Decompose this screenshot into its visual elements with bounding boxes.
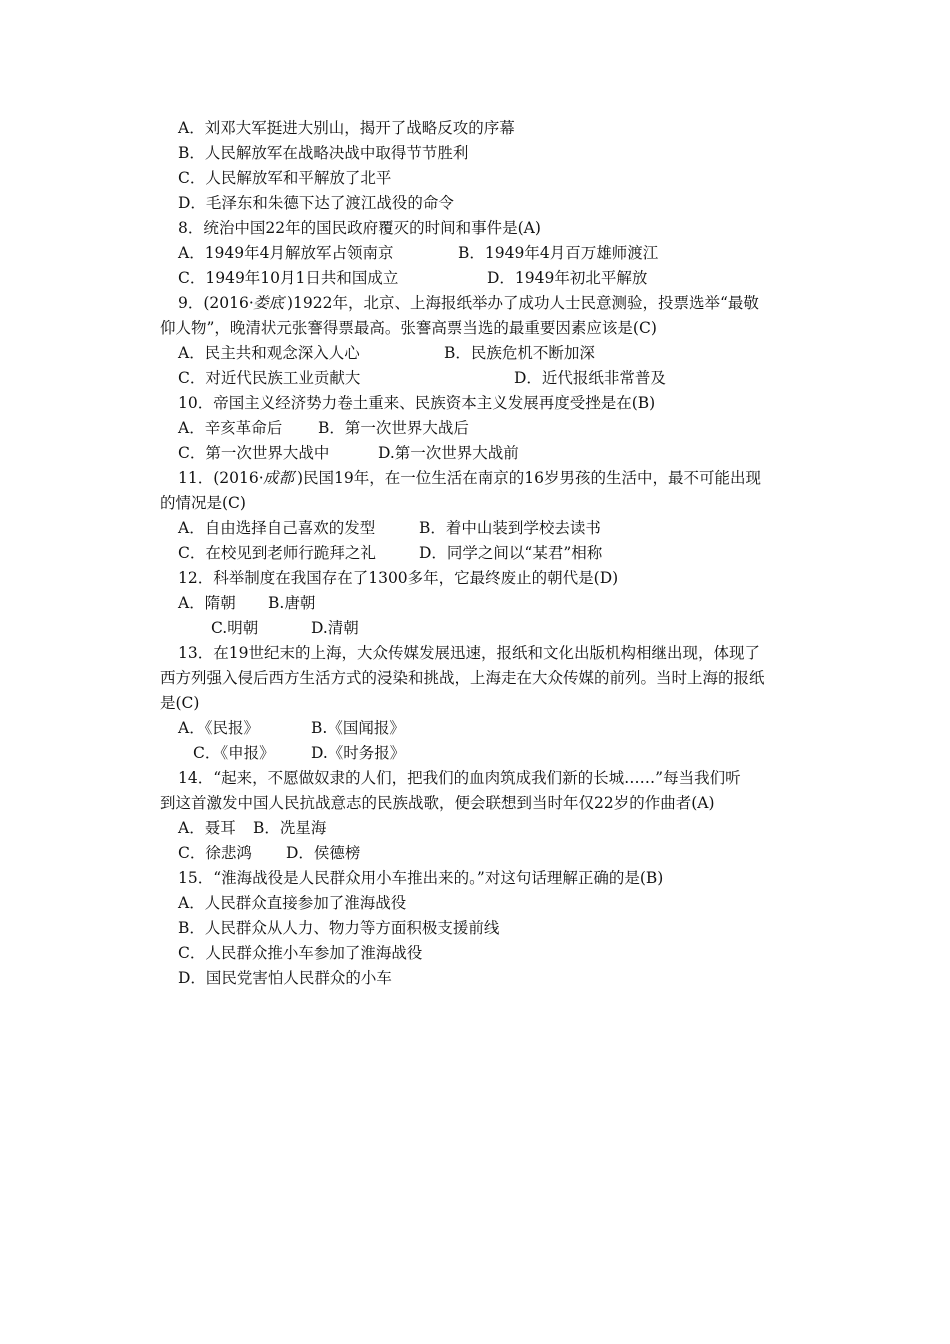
text-segment: D.第一次世界大战前 [378, 444, 519, 462]
text-line [0, 143, 950, 163]
text-line [0, 843, 950, 863]
text-line [0, 418, 950, 438]
text-segment: D.清朝 [311, 619, 359, 637]
text-segment: 是(C) [160, 694, 200, 712]
text-segment: C．在校见到老师行跪拜之礼 [178, 544, 376, 562]
text-line [0, 243, 950, 263]
text-segment: B．1949年4月百万雄师渡江 [458, 244, 659, 262]
text-segment: 到这首激发中国人民抗战意志的民族战歌，便会联想到当时年仅22岁的作曲者(A) [160, 794, 715, 812]
text-line [0, 693, 950, 713]
text-line [0, 443, 950, 463]
text-segment: D．近代报纸非常普及 [514, 369, 666, 387]
text-line [0, 743, 950, 763]
text-segment: 11．(2016· [178, 469, 264, 487]
text-segment: D．国民党害怕人民群众的小车 [178, 969, 392, 987]
text-line [0, 718, 950, 738]
text-segment: A．《民报》 [178, 719, 259, 737]
text-segment: 14．“起来，不愿做奴隶的人们，把我们的血肉筑成我们新的长城……”每当我们听 [178, 769, 741, 787]
source-label: 成都 [263, 469, 295, 487]
text-segment: C．徐悲鸿 [178, 844, 252, 862]
text-segment: A．聂耳 [178, 819, 236, 837]
text-line [0, 268, 950, 288]
text-segment: B．民族危机不断加深 [444, 344, 595, 362]
text-segment: A．自由选择自己喜欢的发型 [178, 519, 376, 537]
text-segment: 15．“淮海战役是人民群众用小车推出来的。”对这句话理解正确的是(B) [178, 869, 664, 887]
text-segment: 10．帝国主义经济势力卷土重来、民族资本主义发展再度受挫是在(B) [178, 394, 656, 412]
text-line [0, 368, 950, 388]
text-segment: C.明朝 [211, 619, 259, 637]
text-segment: D.《时务报》 [311, 744, 406, 762]
text-segment: A．人民群众直接参加了淮海战役 [178, 894, 407, 912]
text-line [0, 768, 950, 788]
text-segment: B.唐朝 [268, 594, 316, 612]
text-line [0, 643, 950, 663]
text-segment: 西方列强入侵后西方生活方式的浸染和挑战，上海走在大众传媒的前列。当时上海的报纸 [160, 669, 765, 687]
text-line [0, 893, 950, 913]
text-line [0, 343, 950, 363]
text-segment: D．1949年初北平解放 [487, 269, 648, 287]
text-segment: A．辛亥革命后 [178, 419, 283, 437]
text-line [0, 493, 950, 513]
text-line [0, 168, 950, 188]
text-segment: D．同学之间以“某君”相称 [419, 544, 603, 562]
text-segment: 13．在19世纪末的上海，大众传媒发展迅速，报纸和文化出版机构相继出现，体现了 [178, 644, 760, 662]
text-segment: C．第一次世界大战中 [178, 444, 330, 462]
text-segment: B．人民群众从人力、物力等方面积极支援前线 [178, 919, 500, 937]
text-line [0, 943, 950, 963]
text-segment: 12．科举制度在我国存在了1300多年，它最终废止的朝代是(D) [178, 569, 619, 587]
text-segment: D．毛泽东和朱德下达了渡江战役的命令 [178, 194, 454, 212]
text-line [0, 118, 950, 138]
text-line [0, 293, 950, 313]
text-segment: )民国19年，在一位生活在南京的16岁男孩的生活中，最不可能出现 [297, 469, 761, 487]
text-segment: C．《申报》 [193, 744, 275, 762]
text-segment: A．1949年4月解放军占领南京 [178, 244, 394, 262]
text-segment: C．人民群众推小车参加了淮海战役 [178, 944, 423, 962]
text-line [0, 468, 950, 488]
text-segment: A．隋朝 [178, 594, 236, 612]
text-segment: D．侯德榜 [286, 844, 361, 862]
text-segment: C．1949年10月1日共和国成立 [178, 269, 399, 287]
text-segment: 8．统治中国22年的国民政府覆灭的时间和事件是(A) [178, 219, 541, 237]
text-segment: 9．(2016· [178, 294, 254, 312]
text-line [0, 818, 950, 838]
text-line [0, 868, 950, 888]
text-segment: B．冼星海 [253, 819, 327, 837]
text-segment: A．刘邓大军挺进大别山，揭开了战略反攻的序幕 [178, 119, 515, 137]
source-label: 娄底 [253, 294, 285, 312]
text-segment: C．人民解放军和平解放了北平 [178, 169, 392, 187]
text-line [0, 193, 950, 213]
text-line [0, 793, 950, 813]
text-line [0, 968, 950, 988]
text-line [0, 618, 950, 638]
text-segment: B．人民解放军在战略决战中取得节节胜利 [178, 144, 469, 162]
text-line [0, 543, 950, 563]
text-line [0, 518, 950, 538]
text-line [0, 568, 950, 588]
text-segment: B．第一次世界大战后 [318, 419, 469, 437]
text-segment: 仰人物”，晚清状元张謇得票最高。张謇高票当选的最重要因素应该是(C) [160, 319, 657, 337]
text-line [0, 393, 950, 413]
text-segment: B.《国闻报》 [311, 719, 405, 737]
text-line [0, 318, 950, 338]
text-line [0, 218, 950, 238]
text-segment: A．民主共和观念深入人心 [178, 344, 360, 362]
text-line [0, 668, 950, 688]
text-line [0, 918, 950, 938]
text-segment: )1922年，北京、上海报纸举办了成功人士民意测验，投票选举“最敬 [287, 294, 759, 312]
text-segment: C．对近代民族工业贡献大 [178, 369, 361, 387]
text-segment: B．着中山装到学校去读书 [419, 519, 601, 537]
text-line [0, 593, 950, 613]
text-segment: 的情况是(C) [160, 494, 246, 512]
